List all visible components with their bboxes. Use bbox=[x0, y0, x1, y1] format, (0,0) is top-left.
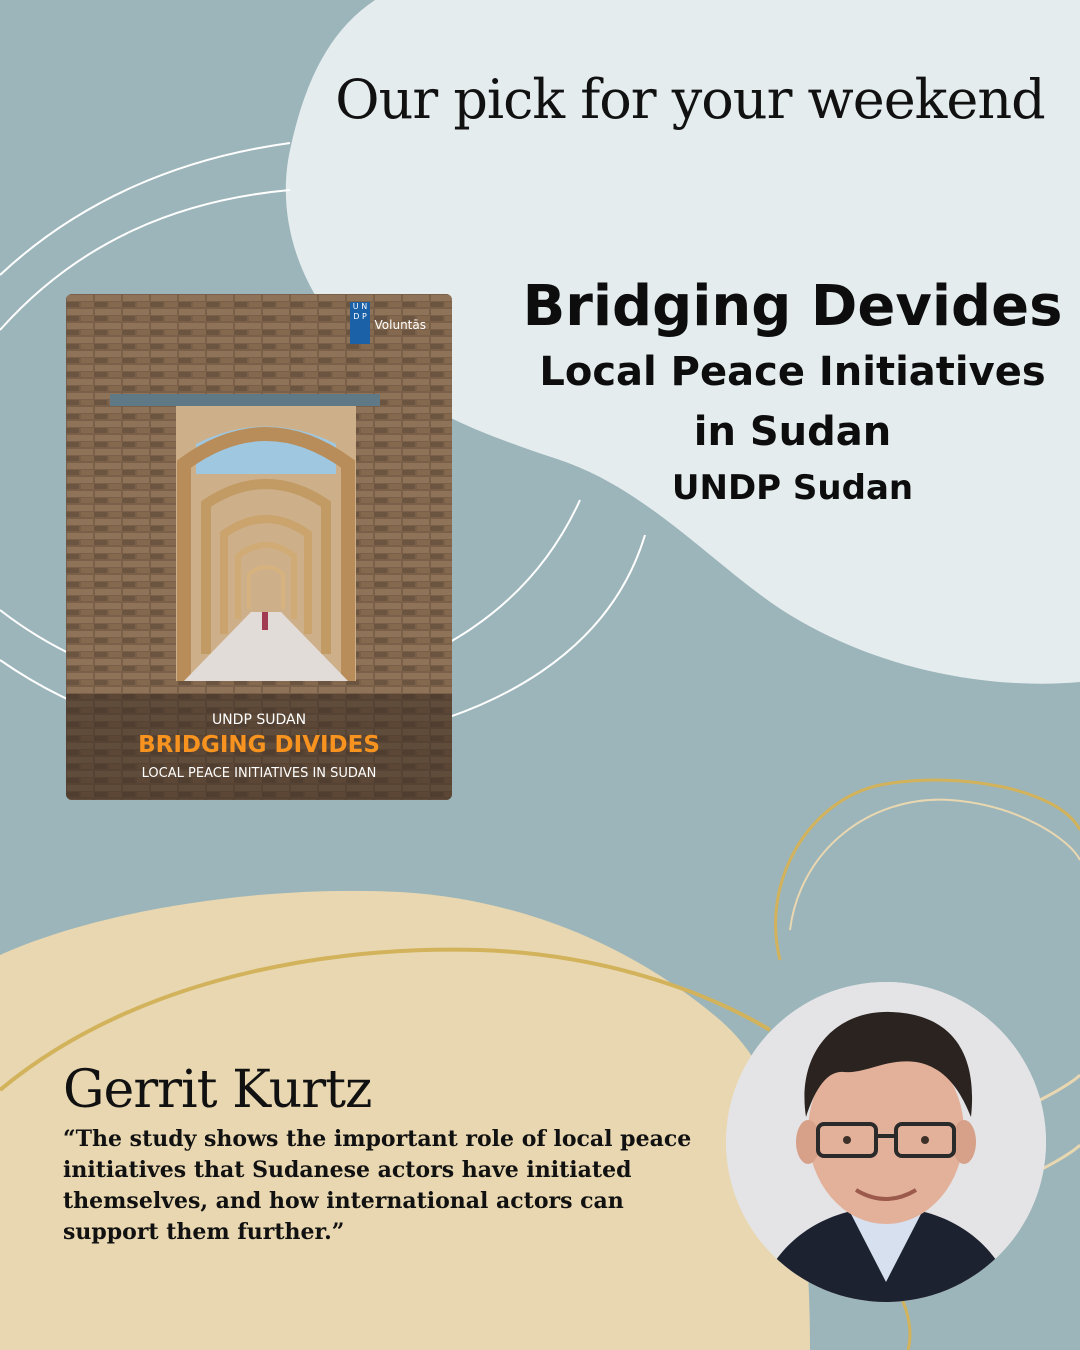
reviewer-quote: “The study shows the important role of local peace initiatives that Sudanese actors have initiated themselves, and how international actors can support them further.” bbox=[63, 1126, 692, 1245]
book-cover-image bbox=[66, 294, 452, 800]
reviewer-name: Gerrit Kurtz bbox=[63, 1060, 372, 1120]
cover-title: BRIDGING DIVIDES bbox=[138, 732, 380, 758]
cover-subtitle: LOCAL PEACE INITIATIVES IN SUDAN bbox=[141, 766, 377, 781]
cover-publisher: UNDP SUDAN bbox=[211, 712, 307, 728]
book-publisher: UNDP Sudan bbox=[671, 468, 914, 508]
headline: Our pick for your weekend bbox=[335, 68, 1045, 131]
portrait-illustration bbox=[726, 982, 1046, 1302]
book-subtitle: Local Peace Initiatives in Sudan bbox=[539, 349, 1046, 455]
book-title: Bridging Devides bbox=[522, 274, 1063, 339]
voluntas-logo: Voluntās bbox=[374, 318, 426, 332]
undp-logo: U N D P bbox=[350, 302, 370, 344]
reviewer-photo bbox=[726, 982, 1046, 1302]
book-info bbox=[505, 272, 1080, 514]
